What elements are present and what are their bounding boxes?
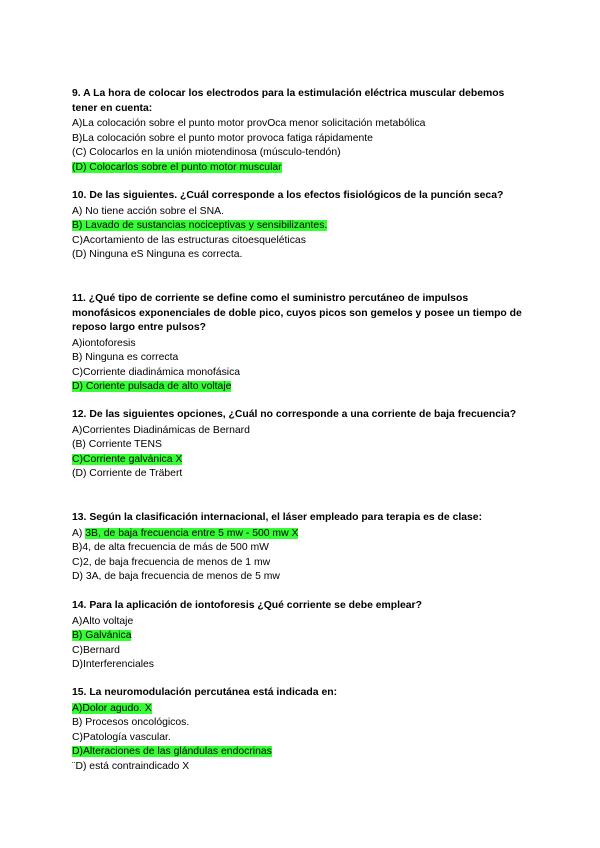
question-title: 11. ¿Qué tipo de corriente se define como el suministro percutáneo de impulsos monofásicos exponenciales de doble pico, cuyos picos son gemelos y posee un tiempo de reposo largo entre pulsos? [72, 293, 522, 333]
option-a-highlighted: 3B, de baja frecuencia entre 5 mw - 500 mw X [85, 527, 299, 539]
option-c: C)Bernard [72, 644, 120, 656]
option-b-highlighted: B) Lavado de sustancias nociceptivas y sensibilizantes. [72, 220, 328, 232]
question-14 [72, 599, 532, 673]
question-title: 12. De las siguientes opciones, ¿Cuál no corresponde a una corriente de baja frecuencia? [72, 409, 517, 420]
question-title: 14. Para la aplicación de iontoforesis ¿Qué corriente se debe emplear? [72, 600, 422, 611]
option-c: C)Acortamiento de las estructuras citoesqueléticas [72, 234, 306, 246]
question-9 [72, 87, 532, 175]
question-15 [72, 686, 532, 774]
question-11 [72, 292, 532, 395]
option-b: (B) Corriente TENS [72, 439, 162, 451]
option-c: C)2, de baja frecuencia de menos de 1 mw [72, 556, 271, 568]
option-d: D) 3A, de baja frecuencia de menos de 5 mw [72, 571, 280, 583]
option-d: (D) Corriente de Träbert [72, 468, 183, 480]
option-a-prefix: A) [72, 527, 86, 539]
option-a-highlighted: A)Dolor agudo. X [72, 702, 152, 714]
option-a [72, 527, 532, 542]
option-a: A)Alto voltaje [72, 615, 134, 627]
option-d-highlighted: (D) Colocarlos sobre el punto motor muscular [72, 161, 282, 173]
option-b: B)La colocación sobre el punto motor provoca fatiga rápidamente [72, 132, 373, 144]
question-12 [72, 408, 532, 482]
question-10 [72, 189, 532, 263]
option-d: (D) Ninguna eS Ninguna es correcta. [72, 249, 243, 261]
question-title: 13. Según la clasificación internacional, el láser empleado para terapia es de clase: [72, 512, 483, 523]
option-d-highlighted: D)Alteraciones de las glándulas endocrinas [72, 746, 272, 758]
option-d-extra: ¨D) está contraindicado X [72, 760, 190, 772]
option-b: B) Ninguna es correcta [72, 352, 179, 364]
question-title: 10. De las siguientes. ¿Cuál corresponde a los efectos fisiológicos de la punción seca? [72, 190, 504, 201]
option-b: B)4, de alta frecuencia de más de 500 mW [72, 542, 269, 554]
option-b-highlighted: B) Galvánica [72, 630, 132, 642]
option-c: (C) Colocarlos en la unión miotendinosa (músculo-tendón) [72, 147, 341, 159]
option-a: A)Corrientes Diadinámicas de Bernard [72, 424, 250, 436]
option-b: B) Procesos oncológicos. [72, 717, 190, 729]
option-a: A)iontoforesis [72, 337, 136, 349]
option-d-highlighted: D) Coriente pulsada de alto voltaje [72, 381, 232, 393]
question-13 [72, 511, 532, 585]
question-title: 15. La neuromodulación percutánea está indicada en: [72, 687, 338, 698]
option-a: A)La colocación sobre el punto motor provOca menor solicitación metabólica [72, 118, 426, 129]
option-c-highlighted: C)Corriente galvánica X [72, 453, 183, 465]
option-a: A) No tiene acción sobre el SNA. [72, 205, 224, 217]
question-title: 9. A La hora de colocar los electrodos para la estimulación eléctrica muscular debemos tener en cuenta: [72, 88, 505, 114]
option-d: D)Interferenciales [72, 659, 155, 671]
option-c: C)Patología vascular. [72, 731, 171, 743]
option-c: C)Corriente diadinámica monofásica [72, 366, 241, 378]
